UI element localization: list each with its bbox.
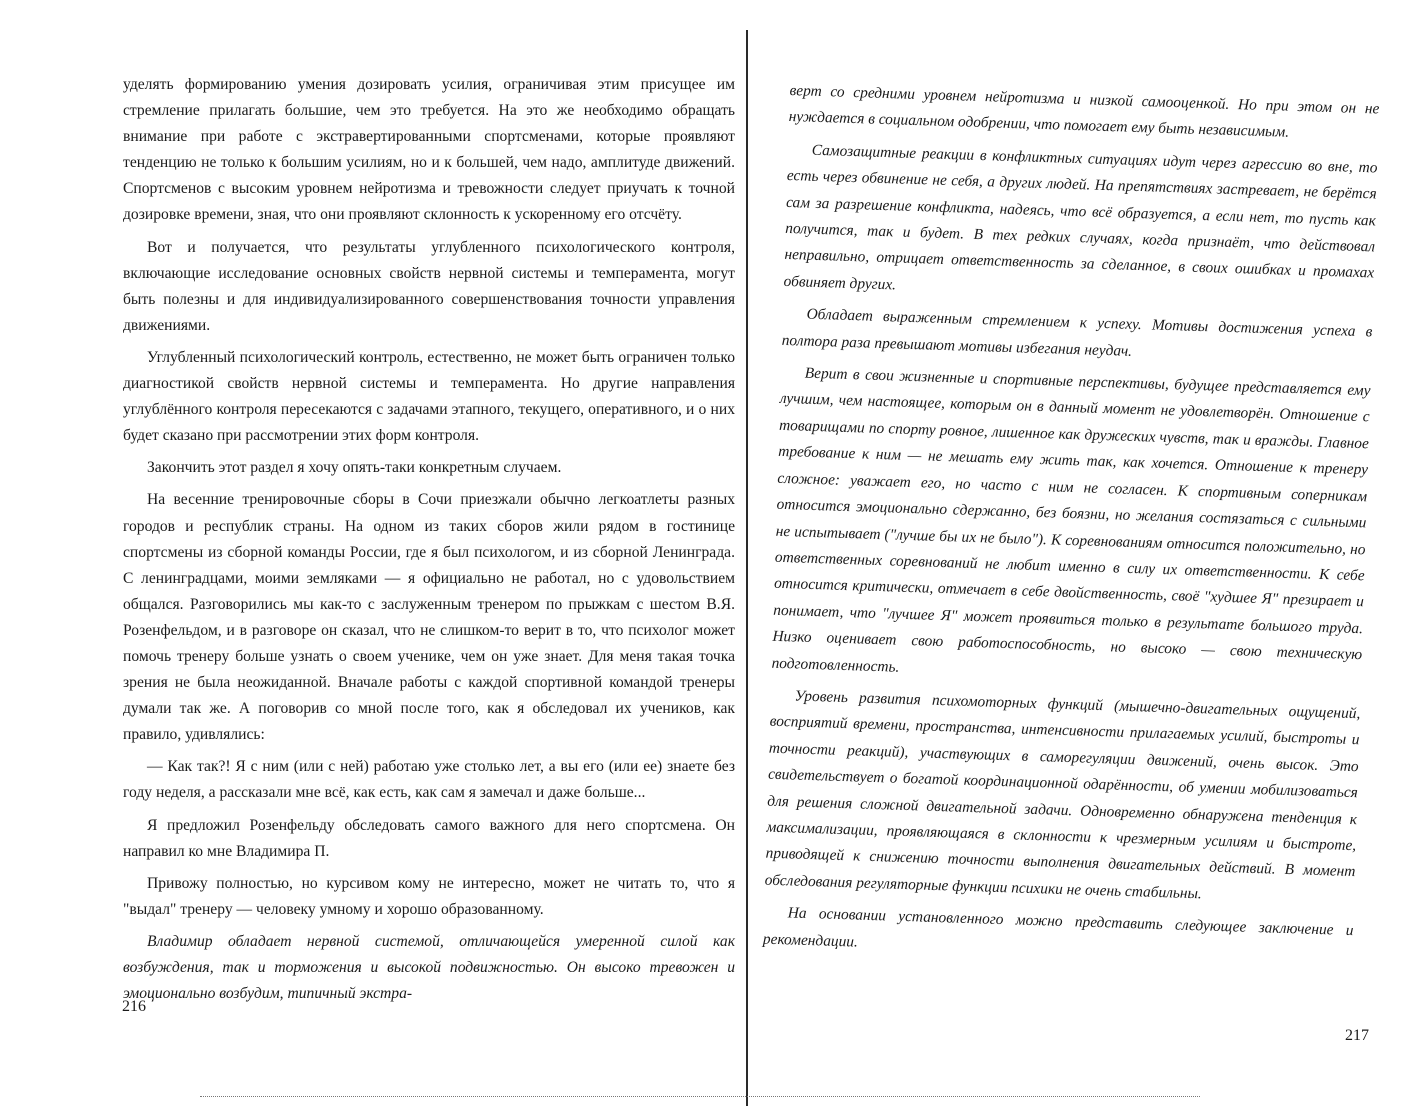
paragraph: Привожу полностью, но курсивом кому не интересно, может не читать то, что я "выдал" тренеру — человеку умному и хорошо образованному. [123,874,735,918]
paragraph: верт со средними уровнем нейротизма и низкой самооценкой. Но при этом он не нуждается в социальном одобрении, что помогает ему быть независимым. [788,81,1380,142]
book-gutter [746,30,748,1106]
paragraph: Углубленный психологический контроль, естественно, не может быть ограничен только диагностикой свойств нервной системы и темперамента. Но другие направления углублённого контроля пересекаются с задачами этапного, текущего, оперативного, и о них будет сказано при рассмотрении этих форм контроля. [123,348,735,445]
paragraph: — Как так?! Я с ним (или с ней) работаю уже столько лет, а вы его (или ее) знаете без году неделя, а рассказали мне всё, как есть, как сам я замечал и даже больше... [123,758,735,802]
paragraph: Закончить этот раздел я хочу опять-таки конкретным случаем. [147,459,562,477]
paragraph: Уровень развития психомоторных функций (мышечно-двигательных ощущений, восприятий времени, пространства, интенсивности прилагаемых усилий, быстроты и точности реакций), участвующих в саморегуляции движений, очень высок. Это свидетельствует о богатой координационной одарённости, об умении мобилизоваться для решения сложной двигательной задачи. Одновременно обнаружена тенденция к максимализации, проявляющаяся в склонности к чрезмерным усилиям и быстроте, приводящей к снижению точности выполнения двигательных действий. В момент обследования регуляторные функции психики не очень стабильны. [764,687,1361,903]
paragraph-italic: Владимир обладает нервной системой, отличающейся умеренной силой как возбуждения, так и торможения и высокой подвижностью. Он высоко тревожен и эмоционально возбудим, типичный экстра- [123,932,735,1003]
paragraph: На основании установленного можно представить следующее заключение и рекомендации. [762,904,1354,951]
page-number-left: 216 [122,998,146,1015]
paragraph: На весенние тренировочные сборы в Сочи приезжали обычно легкоатлеты разных городов и республик страны. На одном из таких сборов жили рядом в гостинице спортсмены из сборной команды России, где я был психологом, и из сборной Ленинграда. С ленинградцами, моими земляками — я официально не работал, но с удовольствием общался. Разговорились мы как-то с заслуженным тренером по прыжкам с шестом В.Я. Розенфельдом, и в разговоре он сказал, что не слишком-то верит в то, что психолог может помочь тренеру больше узнать о своем ученике, чем он уже знает. Для меня такая точка зрения не была неожиданной. Вначале работы с каждой спортивной командой тренеры думали так же. А поговорив со мной после того, как я обследовал их учеников, как правило, удивлялись: [123,491,735,744]
paragraph: Вот и получается, что результаты углубленного психологического контроля, включающие исследование основных свойств нервной системы и темперамента, могут быть полезны и для индивидуализированного совершенствования точности управления движениями. [123,238,735,334]
paragraph: Обладает выраженным стремлением к успеху. Мотивы достижения успеха в полтора раза превышают мотивы избегания неудач. [781,305,1373,360]
scan-edge-artifact [200,1096,1200,1099]
paragraph: Я предложил Розенфельду обследовать самого важного для него спортсмена. Он направил ко мне Владимира П. [123,816,735,860]
left-page-text [123,72,735,1013]
paragraph: Самозащитные реакции в конфликтных ситуациях идут через агрессию во вне, то есть через обвинение не себя, а других людей. На препятствиях застревает, не берётся сам за разрешение конфликта, надеясь, что всё образуется, а если нет, то пусть как получится, так и будет. В тех редких случаях, когда признаёт, что действовал неправильно, отрицает ответственность за сделанное, в своих ошибках и промахах обвиняет других. [783,141,1378,294]
paragraph: Верит в свои жизненные и спортивные перспективы, будущее представляется ему лучшим, чем настоящее, которым он в данный момент не удовлетворён. Отношение с товарищами по спорту ровное, лишенное как дружеских чувств, так и вражды. Главное требование к ним — не мешать ему жить так, как хочется. Отношение к тренеру сложное: уважает его, но часто с ним не согласен. К спортивным соперникам относится эмоционально сдержанно, без боязни, но желания состязаться с сильными не испытывает ("лучше бы их не было"). К соревнованиям относится положительно, но ответственных соревнований не любит именно в силу их ответственности. К себе относится критически, отмечает в себе двойственность, своё "худшее Я" презирает и понимает, что "лучшее Я" может проявиться только в результате большого труда. Низко оценивает свою работоспособность, но высоко — свою техническую подготовленность. [771,364,1371,676]
right-page-text [762,78,1379,977]
paragraph: уделять формированию умения дозировать усилия, ограничивая этим присущее им стремление прилагать большие, чем это требуется. На это же необходимо обращать внимание при работе с экстравертированными спортсменами, которые проявляют тенденцию не только к большим усилиям, но и к большей, чем надо, амплитуде движений. Спортсменов с высоким уровнем нейротизма и тревожности следует приучать к точной дозировке времени, зная, что они проявляют склонность к ускоренному его отсчёту. [123,76,735,224]
page-number-right: 217 [1345,1027,1369,1044]
